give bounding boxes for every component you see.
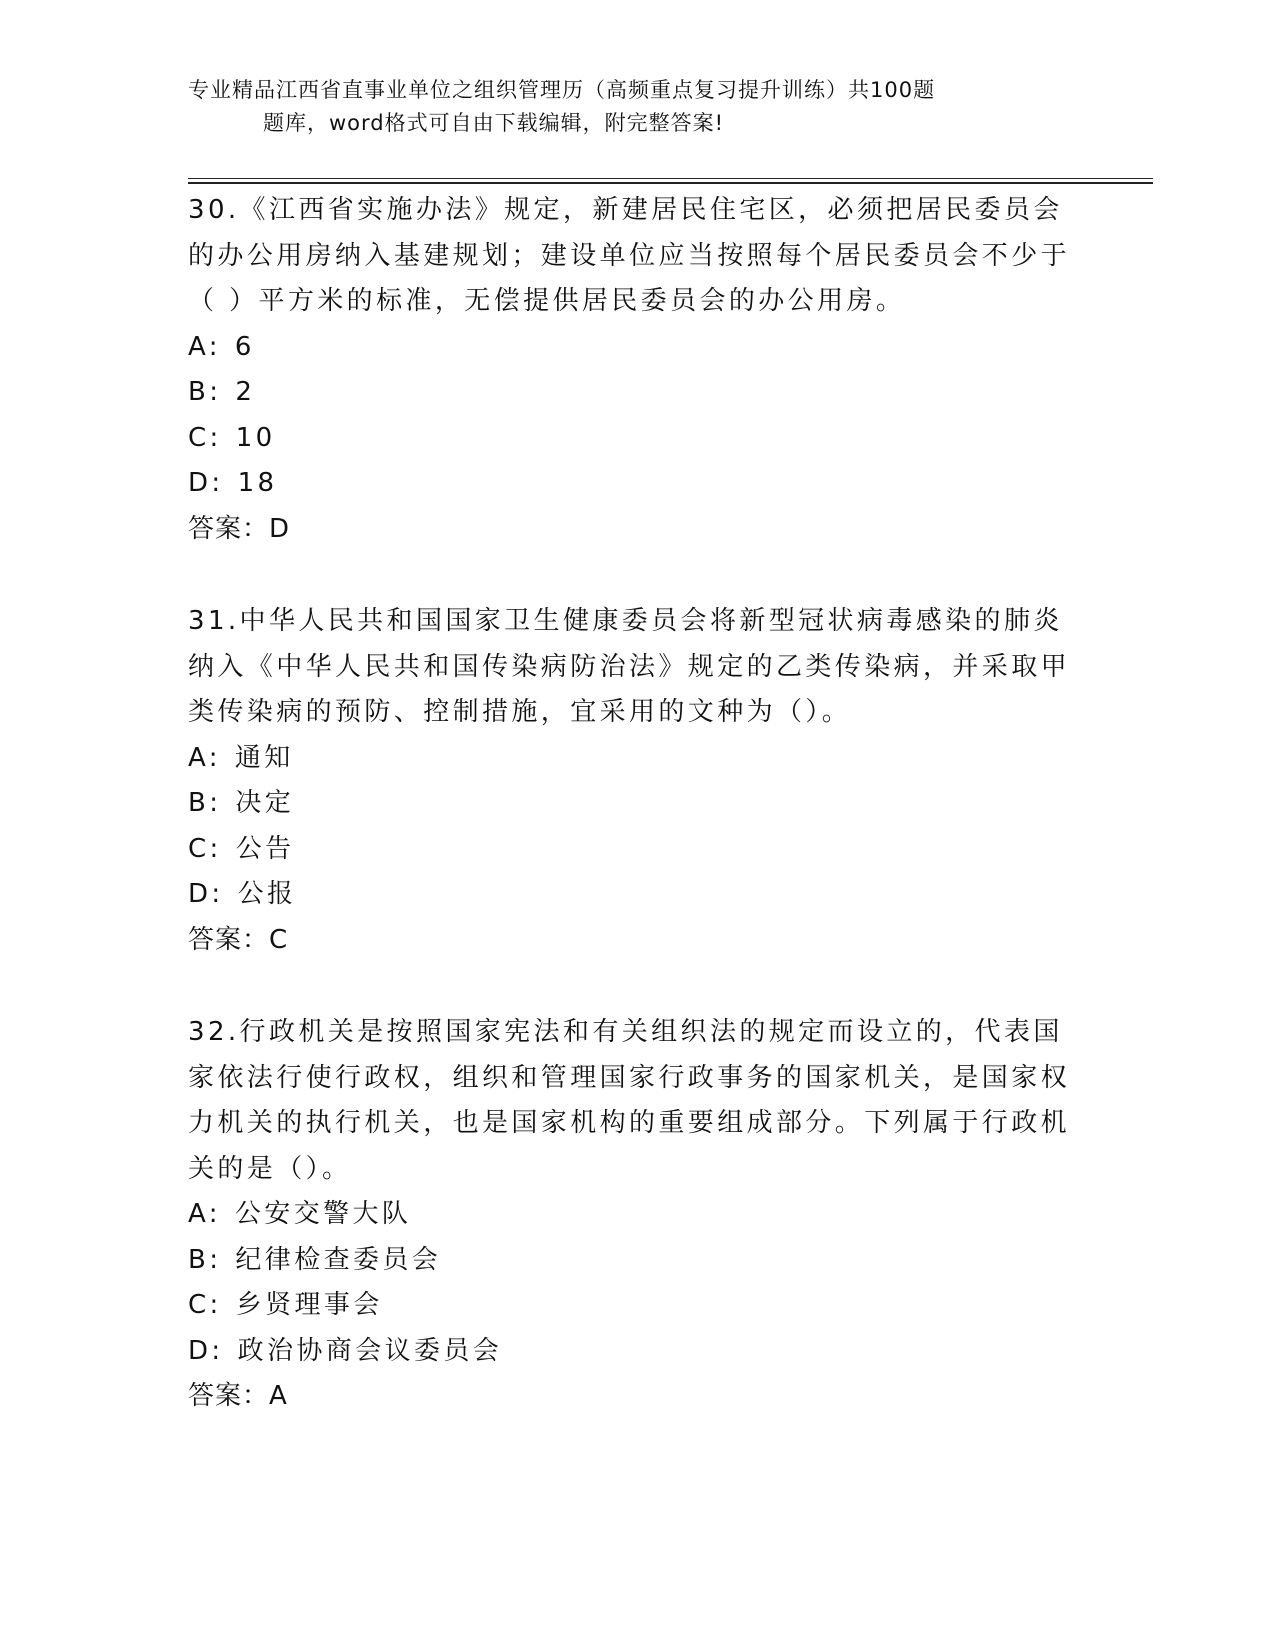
option-d xyxy=(188,1329,1088,1375)
question-text: 32.行政机关是按照国家宪法和有关组织法的规定而设立的，代表国家依法行使行政权，组织和管理国家行政事务的国家机关，是国家权力机关的执行机关，也是国家机构的重要组成部分。下列属于行政机关的是（）。 xyxy=(188,1017,1071,1184)
option-value: 通知 xyxy=(234,742,294,773)
option-c xyxy=(188,1283,1088,1329)
option-key: A: xyxy=(188,742,221,773)
option-a xyxy=(188,736,1088,782)
option-a xyxy=(188,325,1088,371)
option-value: 决定 xyxy=(235,788,295,818)
option-key: D: xyxy=(188,879,224,909)
option-value: 公告 xyxy=(235,833,295,864)
option-c xyxy=(188,827,1088,873)
option-key: A: xyxy=(188,331,221,362)
option-value: 2 xyxy=(235,377,256,407)
question-32 xyxy=(188,1010,1088,1420)
option-a xyxy=(188,1192,1088,1238)
questions-list xyxy=(188,188,1088,1467)
option-key: C: xyxy=(188,833,222,864)
option-value: 18 xyxy=(237,468,278,498)
answer-line: 答案：A xyxy=(188,1381,288,1411)
header-title-line-2: 题库，word格式可自由下载编辑，附完整答案! xyxy=(263,111,725,135)
question-30 xyxy=(188,188,1088,552)
option-d xyxy=(188,872,1088,918)
option-c xyxy=(188,416,1088,462)
option-key: C: xyxy=(188,1290,222,1320)
option-value: 乡贤理事会 xyxy=(235,1290,383,1320)
question-text: 31.中华人民共和国国家卫生健康委员会将新型冠状病毒感染的肺炎纳入《中华人民共和国传染病防治法》规定的乙类传染病，并采取甲类传染病的预防、控制措施，宜采用的文种为（）。 xyxy=(188,606,1071,727)
option-value: 6 xyxy=(234,331,255,362)
option-b xyxy=(188,1238,1088,1284)
document-header xyxy=(188,74,1088,140)
option-key: D: xyxy=(188,468,224,498)
option-value: 公报 xyxy=(237,879,297,909)
option-b xyxy=(188,781,1088,827)
header-divider-thin xyxy=(188,178,1153,179)
question-text: 30.《江西省实施办法》规定，新建居民住宅区，必须把居民委员会的办公用房纳入基建规划；建设单位应当按照每个居民委员会不少于（ ）平方米的标准，无偿提供居民委员会的办公用房。 xyxy=(188,195,1071,316)
option-value: 10 xyxy=(235,422,276,453)
option-key: D: xyxy=(188,1335,224,1366)
answer-line: 答案：D xyxy=(188,513,291,544)
option-key: B: xyxy=(188,788,222,818)
option-value: 公安交警大队 xyxy=(234,1199,412,1229)
header-title-line-1: 专业精品江西省直事业单位之组织管理历（高频重点复习提升训练）共100题 xyxy=(188,78,936,102)
header-divider-thick xyxy=(188,182,1153,184)
question-31 xyxy=(188,599,1088,963)
option-value: 纪律检查委员会 xyxy=(235,1244,442,1275)
option-value: 政治协商会议委员会 xyxy=(237,1335,503,1366)
answer-line: 答案：C xyxy=(188,924,289,955)
option-d xyxy=(188,461,1088,507)
option-key: B: xyxy=(188,1244,222,1275)
option-key: A: xyxy=(188,1199,221,1229)
option-key: B: xyxy=(188,377,222,407)
option-b xyxy=(188,370,1088,416)
option-key: C: xyxy=(188,422,222,453)
